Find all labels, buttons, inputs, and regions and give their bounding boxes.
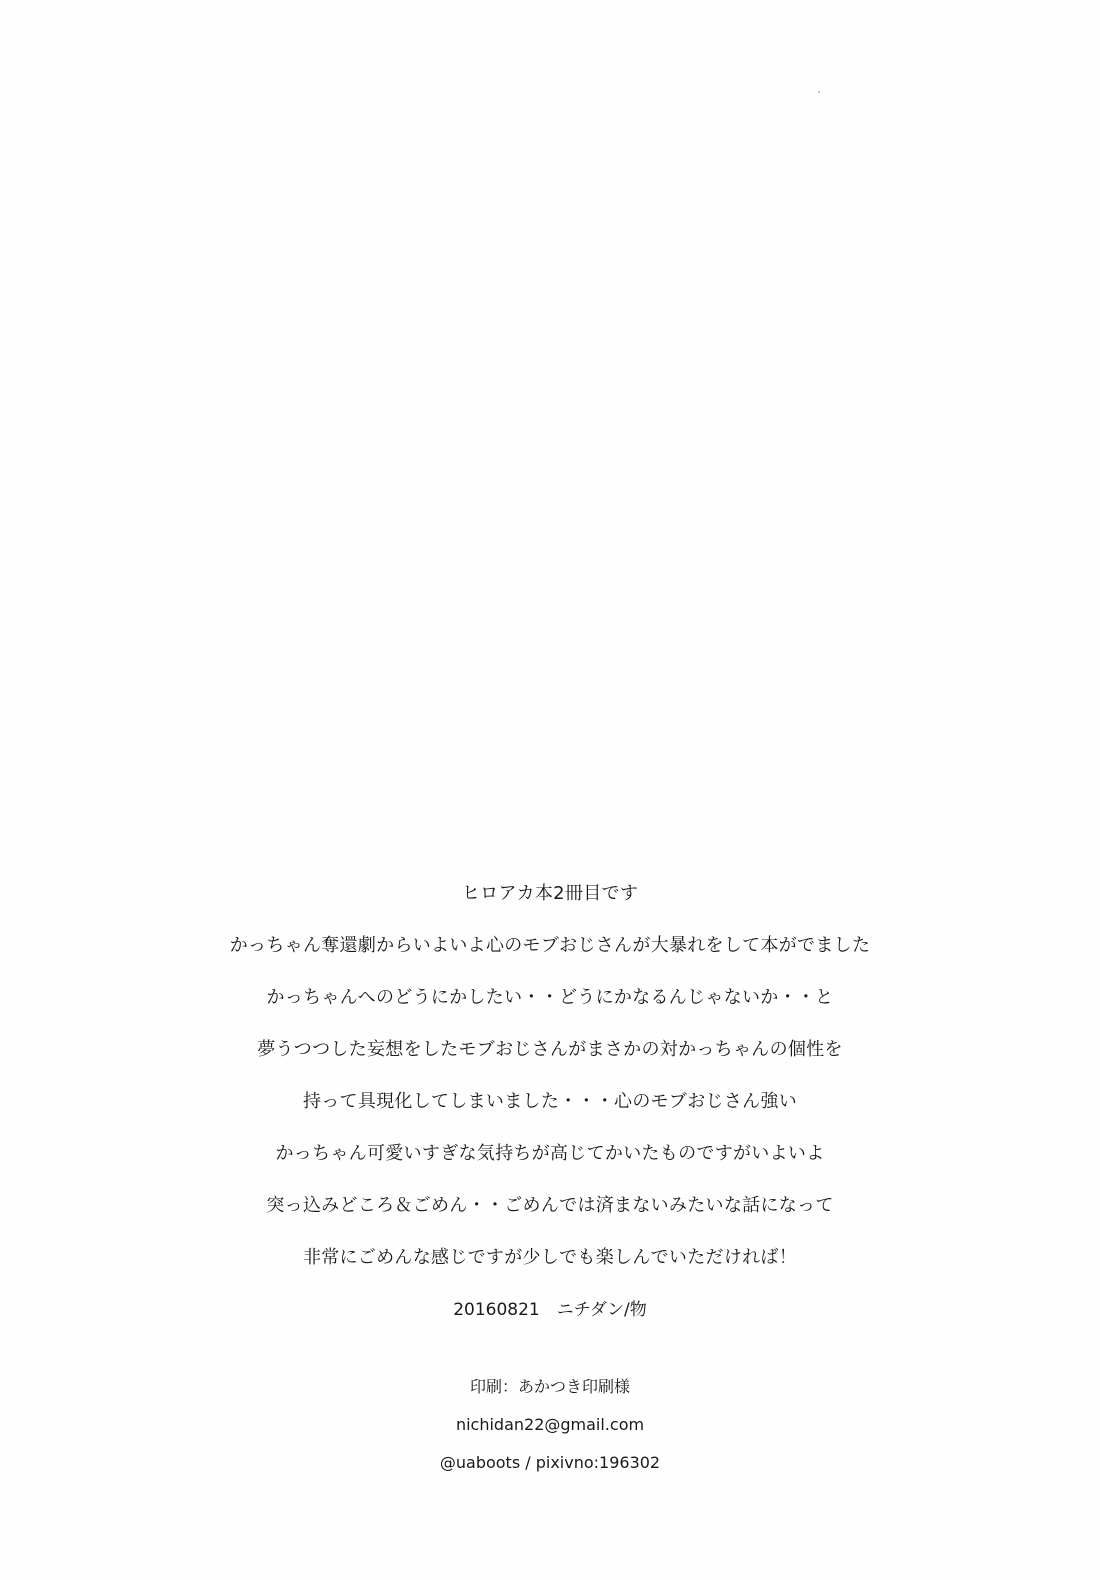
contact-email: nichidan22@gmail.com [455, 1415, 645, 1434]
afterword-block [0, 868, 1100, 1330]
social-handles: @uaboots / pixivno:196302 [439, 1453, 661, 1472]
afterword-line: 突っ込みどころ＆ごめん・・ごめんでは済まないみたいな話になって [266, 1195, 834, 1216]
afterword-line: 非常にごめんな感じですが少しでも楽しんでいただければ！ [302, 1247, 798, 1268]
afterword-line: かっちゃんへのどうにかしたい・・どうにかなるんじゃないか・・と [266, 987, 834, 1008]
afterword-line: 持って具現化してしまいました・・・心のモブおじさん強い [302, 1091, 798, 1112]
afterword-line: かっちゃん奪還劇からいよいよ心のモブおじさんが大暴れをして本がでました [229, 935, 871, 956]
colophon-block [0, 1368, 1100, 1482]
afterword-line: かっちゃん可愛いすぎな気持ちが高じてかいたものですがいよいよ [275, 1143, 825, 1164]
date-author-signature: 20160821 ニチダン/物 [453, 1300, 647, 1320]
printer-credit: 印刷：あかつき印刷様 [469, 1377, 630, 1396]
paper-speck [818, 91, 820, 93]
afterword-line: 夢うつつした妄想をしたモブおじさんがまさかの対かっちゃんの個性を [257, 1039, 843, 1060]
afterword-line: ヒロアカ本2冊目です [461, 883, 639, 904]
